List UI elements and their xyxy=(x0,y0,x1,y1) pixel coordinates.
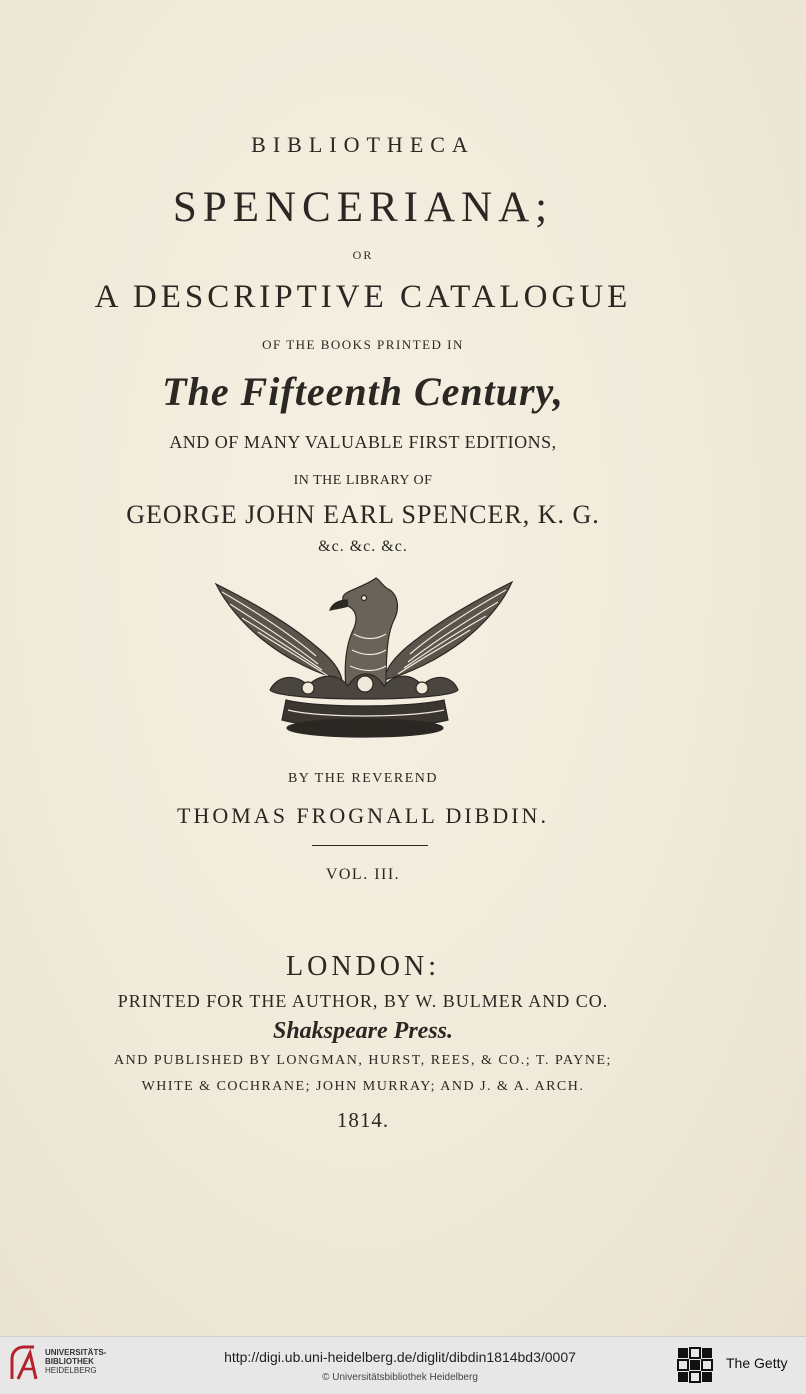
permalink-url[interactable]: http://digi.ub.uni-heidelberg.de/diglit/dibdin1814bd3/0007 xyxy=(224,1349,576,1365)
title-line-descriptive-catalogue: A DESCRIPTIVE CATALOGUE xyxy=(94,279,632,315)
imprint-year: 1814. xyxy=(336,1108,390,1132)
title-line-fifteenth-century: The Fifteenth Century, xyxy=(162,369,564,414)
imprint-press: Shakspeare Press. xyxy=(272,1018,453,1044)
author-name: THOMAS FROGNALL DIBDIN. xyxy=(177,803,549,828)
viewer-footer xyxy=(0,1336,806,1394)
title-line-spenceriana: SPENCERIANA; xyxy=(172,184,554,231)
title-line-etc: &c. &c. &c. xyxy=(318,538,408,555)
imprint-printer: PRINTED FOR THE AUTHOR, BY W. BULMER AND CO. xyxy=(117,991,609,1011)
title-line-library-of: IN THE LIBRARY OF xyxy=(293,473,433,488)
university-library-logo-icon[interactable] xyxy=(8,1345,40,1381)
title-line-first-editions: AND OF MANY VALUABLE FIRST EDITIONS, xyxy=(169,432,557,452)
university-library-name[interactable] xyxy=(45,1348,106,1375)
author-prefix: BY THE REVEREND xyxy=(287,771,439,786)
library-name-line1: UNIVERSITÄTS- xyxy=(45,1348,107,1357)
title-line-or: OR xyxy=(352,248,374,262)
getty-logo-icon[interactable] xyxy=(676,1346,714,1384)
divider-rule xyxy=(312,845,428,846)
library-name-line3: HEIDELBERG xyxy=(45,1366,97,1375)
imprint-publishers-line2: WHITE & COCHRANE; JOHN MURRAY; AND J. & A. ARCH. xyxy=(141,1079,585,1094)
copyright-notice: © Universitätsbibliothek Heidelberg xyxy=(322,1372,478,1383)
library-name-line2: BIBLIOTHEK xyxy=(45,1357,94,1366)
title-line-bibliotheca: BIBLIOTHECA xyxy=(251,132,475,157)
title-line-earl-spencer: GEORGE JOHN EARL SPENCER, K. G. xyxy=(126,500,600,529)
getty-name[interactable]: The Getty xyxy=(726,1355,788,1371)
title-line-books-printed: OF THE BOOKS PRINTED IN xyxy=(262,337,464,352)
volume-number: VOL. III. xyxy=(325,866,401,883)
imprint-publishers-line1: AND PUBLISHED BY LONGMAN, HURST, REES, & CO.; T. PAYNE; xyxy=(114,1053,612,1068)
griffin-crest-engraving xyxy=(208,570,518,742)
imprint-place: LONDON: xyxy=(286,951,440,982)
